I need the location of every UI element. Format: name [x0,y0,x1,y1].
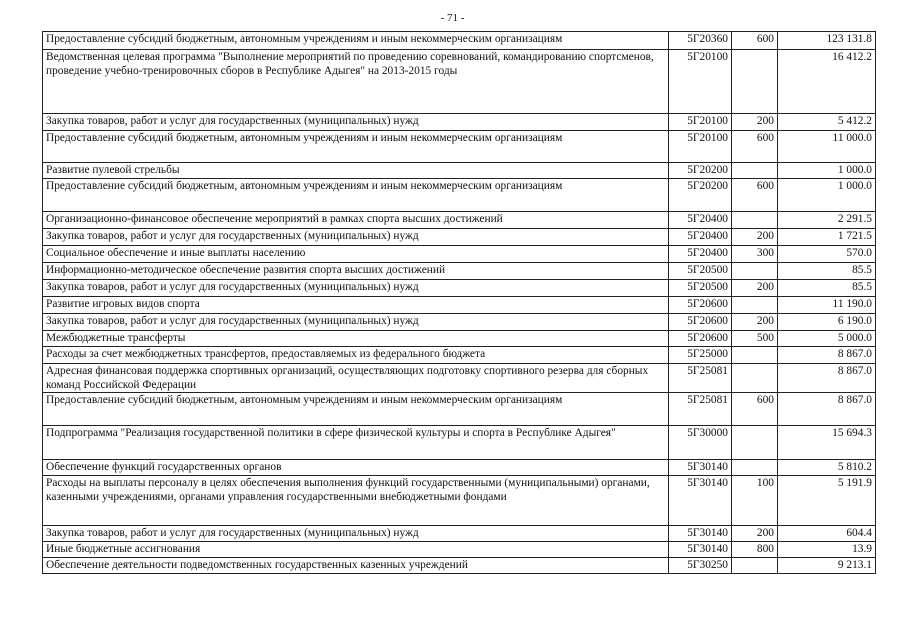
row-expense-kind-cell [732,426,778,460]
row-expense-kind-cell [732,364,778,393]
row-amount-cell: 8 867.0 [778,393,876,426]
row-expense-kind-cell: 800 [732,542,778,558]
row-name-cell: Закупка товаров, работ и услуг для государственных (муниципальных) нужд [43,229,669,246]
row-code-cell: 5Г20600 [669,314,732,331]
table-row [43,246,876,263]
row-code-cell: 5Г20500 [669,280,732,297]
row-expense-kind-cell: 200 [732,229,778,246]
row-expense-kind-cell [732,347,778,364]
table-row [43,526,876,542]
row-code-cell: 5Г30140 [669,460,732,476]
row-code-cell: 5Г20200 [669,163,732,179]
row-name-cell: Предоставление субсидий бюджетным, автономным учреждениям и иным некоммерческим организациям [43,131,669,163]
row-amount-cell: 570.0 [778,246,876,263]
row-code-cell: 5Г25081 [669,393,732,426]
table-row [43,163,876,179]
row-code-cell: 5Г20400 [669,212,732,229]
row-expense-kind-cell: 300 [732,246,778,263]
table-row [43,393,876,426]
row-expense-kind-cell [732,50,778,114]
table-row [43,542,876,558]
row-name-cell: Предоставление субсидий бюджетным, автономным учреждениям и иным некоммерческим организациям [43,179,669,212]
row-expense-kind-cell [732,460,778,476]
row-code-cell: 5Г20100 [669,50,732,114]
row-expense-kind-cell [732,263,778,280]
table-row [43,50,876,114]
row-amount-cell: 5 412.2 [778,114,876,131]
row-code-cell: 5Г20600 [669,331,732,347]
row-name-cell: Закупка товаров, работ и услуг для государственных (муниципальных) нужд [43,114,669,131]
row-amount-cell: 5 810.2 [778,460,876,476]
row-code-cell: 5Г25081 [669,364,732,393]
row-amount-cell: 11 000.0 [778,131,876,163]
row-name-cell: Расходы на выплаты персоналу в целях обеспечения выполнения функций государственными (муниципальными) органами, казенными учреждениями, органами управления государственными внебюджетными фондами [43,476,669,526]
row-expense-kind-cell [732,163,778,179]
row-name-cell: Предоставление субсидий бюджетным, автономным учреждениям и иным некоммерческим организациям [43,393,669,426]
row-expense-kind-cell: 100 [732,476,778,526]
table-row [43,347,876,364]
row-name-cell: Информационно-методическое обеспечение развития спорта высших достижений [43,263,669,280]
row-code-cell: 5Г20400 [669,229,732,246]
table-row [43,558,876,574]
row-amount-cell: 8 867.0 [778,364,876,393]
row-expense-kind-cell [732,212,778,229]
row-name-cell: Межбюджетные трансферты [43,331,669,347]
row-amount-cell: 1 000.0 [778,163,876,179]
table-row [43,179,876,212]
table-row [43,280,876,297]
row-expense-kind-cell: 200 [732,114,778,131]
row-expense-kind-cell: 200 [732,314,778,331]
table-row [43,229,876,246]
row-name-cell: Обеспечение функций государственных органов [43,460,669,476]
row-name-cell: Ведомственная целевая программа "Выполнение мероприятий по проведению соревнований, командированию спортсменов, проведение учебно-тренировочных сборов в Республике Адыгея" на 2013-2015 годы [43,50,669,114]
page-number: - 71 - [440,12,465,24]
budget-table [42,31,876,574]
table-row [43,32,876,50]
row-code-cell: 5Г20360 [669,32,732,50]
table-row [43,331,876,347]
row-amount-cell: 85.5 [778,280,876,297]
row-code-cell: 5Г30140 [669,476,732,526]
row-amount-cell: 11 190.0 [778,297,876,314]
row-expense-kind-cell: 600 [732,393,778,426]
table-row [43,476,876,526]
table-row [43,314,876,331]
row-amount-cell: 5 191.9 [778,476,876,526]
row-code-cell: 5Г20600 [669,297,732,314]
row-amount-cell: 1 721.5 [778,229,876,246]
row-amount-cell: 85.5 [778,263,876,280]
table-row [43,364,876,393]
row-expense-kind-cell [732,558,778,574]
row-name-cell: Адресная финансовая поддержка спортивных организаций, осуществляющих подготовку спортивного резерва для сборных команд Российской Федерации [43,364,669,393]
row-amount-cell: 1 000.0 [778,179,876,212]
row-name-cell: Развитие игровых видов спорта [43,297,669,314]
table-row [43,114,876,131]
row-name-cell: Организационно-финансовое обеспечение мероприятий в рамках спорта высших достижений [43,212,669,229]
row-name-cell: Закупка товаров, работ и услуг для государственных (муниципальных) нужд [43,314,669,331]
row-name-cell: Социальное обеспечение и иные выплаты населению [43,246,669,263]
table-row [43,263,876,280]
row-code-cell: 5Г20100 [669,131,732,163]
row-name-cell: Обеспечение деятельности подведомственных государственных казенных учреждений [43,558,669,574]
row-amount-cell: 5 000.0 [778,331,876,347]
table-row [43,426,876,460]
row-code-cell: 5Г30000 [669,426,732,460]
row-expense-kind-cell: 600 [732,179,778,212]
row-code-cell: 5Г20400 [669,246,732,263]
table-row [43,460,876,476]
row-name-cell: Иные бюджетные ассигнования [43,542,669,558]
row-amount-cell: 604.4 [778,526,876,542]
table-row [43,131,876,163]
row-name-cell: Закупка товаров, работ и услуг для государственных (муниципальных) нужд [43,526,669,542]
row-amount-cell: 123 131.8 [778,32,876,50]
row-name-cell: Подпрограмма "Реализация государственной политики в сфере физической культуры и спорта в Республике Адыгея" [43,426,669,460]
row-expense-kind-cell: 200 [732,280,778,297]
row-code-cell: 5Г25000 [669,347,732,364]
row-amount-cell: 9 213.1 [778,558,876,574]
row-expense-kind-cell: 600 [732,32,778,50]
row-name-cell: Закупка товаров, работ и услуг для государственных (муниципальных) нужд [43,280,669,297]
budget-table-body [43,32,876,574]
row-code-cell: 5Г30140 [669,542,732,558]
row-name-cell: Расходы за счет межбюджетных трансфертов, предоставляемых из федерального бюджета [43,347,669,364]
table-row [43,297,876,314]
row-expense-kind-cell: 500 [732,331,778,347]
row-code-cell: 5Г20500 [669,263,732,280]
row-expense-kind-cell: 200 [732,526,778,542]
row-name-cell: Развитие пулевой стрельбы [43,163,669,179]
row-code-cell: 5Г30140 [669,526,732,542]
row-name-cell: Предоставление субсидий бюджетным, автономным учреждениям и иным некоммерческим организациям [43,32,669,50]
table-row [43,212,876,229]
row-amount-cell: 2 291.5 [778,212,876,229]
row-expense-kind-cell [732,297,778,314]
row-amount-cell: 15 694.3 [778,426,876,460]
row-code-cell: 5Г30250 [669,558,732,574]
row-amount-cell: 13.9 [778,542,876,558]
row-expense-kind-cell: 600 [732,131,778,163]
row-code-cell: 5Г20200 [669,179,732,212]
row-amount-cell: 16 412.2 [778,50,876,114]
row-code-cell: 5Г20100 [669,114,732,131]
row-amount-cell: 6 190.0 [778,314,876,331]
row-amount-cell: 8 867.0 [778,347,876,364]
